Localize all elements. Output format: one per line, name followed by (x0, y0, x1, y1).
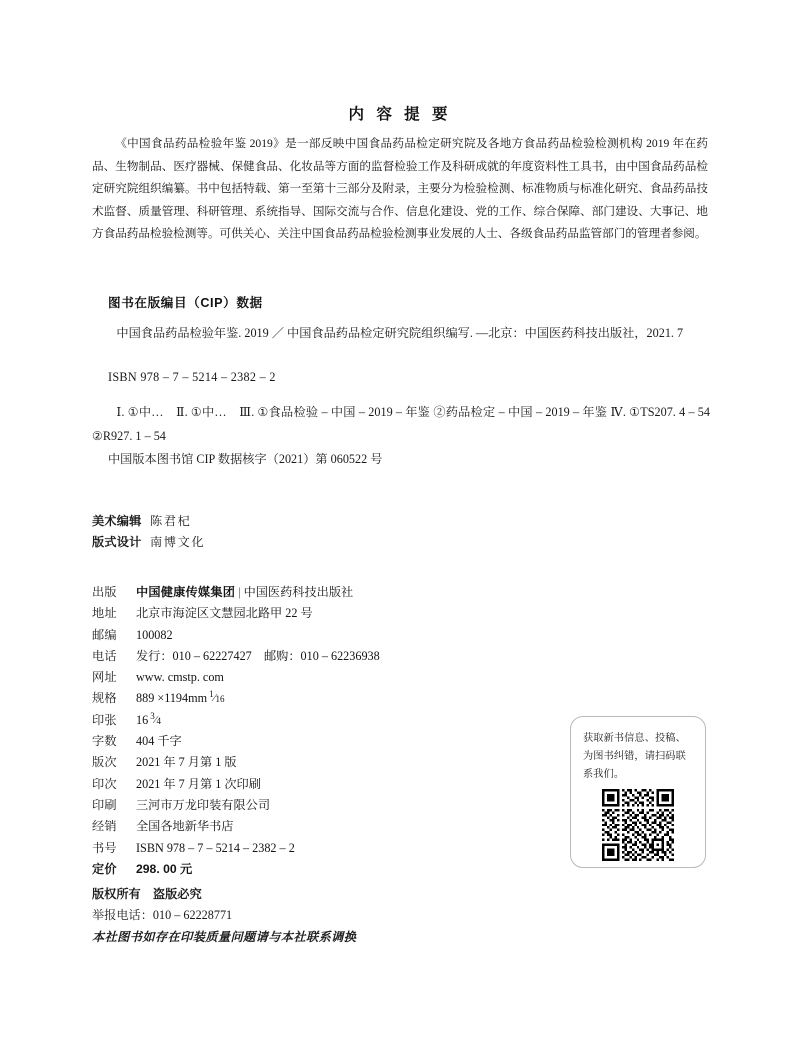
imprint-row-postcode (92, 626, 380, 647)
abstract-paragraph: 《中国食品药品检验年鉴 2019》是一部反映中国食品药品检定研究院及各地方食品药品检验检测机构 2019 年在药品、生物制品、医疗器械、保健食品、化妆品等方面的监督检验工作及科研成就的年度资料性工具书，由中国食品药品检定研究院组织编纂。书中包括特载、第一至第十三部分及附录，主要分为检验检测、标准物质与标准化研究、食品药品技术监督、质量管理、科研管理、系统指导、国际交流与合作、信息化建设、党的工作、综合保障、部门建设、大事记、地方食品药品检验检测等。可供关心、关注中国食品药品检验检测事业发展的人士、各级食品药品监管部门的管理者参阅。 (92, 137, 708, 241)
cip-classification: Ⅰ. ①中… Ⅱ. ①中… Ⅲ. ①食品检验 – 中国 – 2019 – 年鉴 ②药品检定 – 中国 – 2019 – 年鉴 Ⅳ. ①TS207. 4 – 54 ②R927. 1 – 54 (92, 405, 710, 443)
qr-code-icon[interactable] (602, 789, 674, 861)
notices-block (92, 885, 356, 949)
imprint-label: 邮编 (92, 627, 117, 642)
imprint-row-book-number (92, 839, 380, 860)
imprint-label: 书号 (92, 840, 117, 855)
qr-promo-box[interactable] (570, 716, 706, 868)
imprint-label: 印张 (92, 712, 117, 727)
imprint-label: 印刷 (92, 797, 117, 812)
imprint-value: www. cmstp. com (136, 670, 224, 685)
imprint-row-printer (92, 796, 380, 817)
imprint-row-phone (92, 647, 380, 668)
fraction-numerator: 3 (150, 710, 155, 721)
publisher-group: 中国健康传媒集团 (136, 585, 236, 599)
fraction-denominator: 4 (156, 715, 162, 726)
imprint-label: 网址 (92, 670, 117, 685)
cip-isbn: ISBN 978 – 7 – 5214 – 2382 – 2 (108, 370, 276, 384)
publisher-separator: | (238, 585, 241, 599)
imprint-value: 北京市海淀区文慧园北路甲 22 号 (136, 606, 313, 621)
imprint-value: 404 千字 (136, 734, 182, 749)
price-label: 定价 (92, 861, 117, 876)
imprint-value (136, 712, 161, 728)
fraction-numerator: 1 (209, 689, 214, 700)
qr-code-wrap (583, 789, 693, 861)
sheets-fraction: $^3⁄_4$ (150, 710, 162, 726)
page-title: 内 容 提 要 (348, 106, 452, 123)
format-fraction: $^1⁄_{16}$ (209, 689, 225, 705)
imprint-label: 版次 (92, 755, 117, 770)
fraction-denominator: 16 (215, 694, 225, 705)
quality-notice: 本社图书如存在印装质量问题请与本社联系调换 (92, 929, 357, 944)
imprint-value (136, 690, 224, 706)
imprint-label: 地址 (92, 606, 117, 621)
credits-block (92, 512, 205, 554)
credit-label: 美术编辑 (92, 514, 142, 528)
imprint-row-address (92, 604, 380, 625)
imprint-row-edition (92, 753, 380, 774)
qr-promo-text: 获取新书信息、投稿、为图书纠错，请扫码联系我们。 (583, 733, 686, 780)
imprint-row-format (92, 689, 380, 710)
format-size: 889 ×1194mm (136, 691, 208, 706)
report-phone: 举报电话：010 – 62228771 (92, 908, 233, 923)
imprint-block (92, 583, 380, 881)
imprint-row-wordcount (92, 732, 380, 753)
credit-row-layout-design (92, 533, 205, 554)
imprint-row-website (92, 668, 380, 689)
imprint-row-sheets (92, 711, 380, 732)
imprint-value: 发行：010 – 62227427 邮购：010 – 62236938 (136, 648, 380, 663)
imprint-row-price (92, 860, 380, 881)
imprint-value (136, 583, 353, 600)
credit-label: 版式设计 (92, 535, 142, 549)
imprint-label: 规格 (92, 691, 117, 706)
imprint-value: ISBN 978 – 7 – 5214 – 2382 – 2 (136, 840, 295, 855)
cip-entry: 中国食品药品检验年鉴. 2019 ／ 中国食品药品检定研究院组织编写. —北京：中国医药科技出版社，2021. 7 (116, 326, 684, 340)
imprint-value: 2021 年 7 月第 1 版 (136, 755, 237, 770)
imprint-value: 2021 年 7 月第 1 次印刷 (136, 776, 261, 791)
imprint-value: 全国各地新华书店 (136, 819, 234, 834)
credit-value: 陈君杞 (150, 514, 192, 528)
imprint-label: 出版 (92, 585, 117, 599)
cip-heading: 图书在版编目（CIP）数据 (108, 296, 263, 310)
imprint-row-distributor (92, 817, 380, 838)
imprint-row-printing (92, 775, 380, 796)
credit-row-art-editor (92, 512, 205, 533)
credit-value: 南博文化 (150, 535, 206, 549)
imprint-label: 电话 (92, 648, 117, 663)
imprint-label: 印次 (92, 776, 117, 791)
imprint-value: 100082 (136, 627, 173, 642)
sheets-count: 16 (136, 712, 149, 727)
cip-library-reference: 中国版本图书馆 CIP 数据核字（2021）第 060522 号 (108, 452, 383, 466)
imprint-label: 经销 (92, 819, 117, 834)
copyright-notice: 版权所有 盗版必究 (92, 887, 202, 901)
imprint-label: 字数 (92, 734, 117, 749)
imprint-row-publisher (92, 583, 380, 604)
publisher-house: 中国医药科技出版社 (243, 585, 354, 599)
imprint-value: 三河市万龙印装有限公司 (136, 797, 271, 812)
price-value: 298. 00 元 (136, 861, 193, 876)
